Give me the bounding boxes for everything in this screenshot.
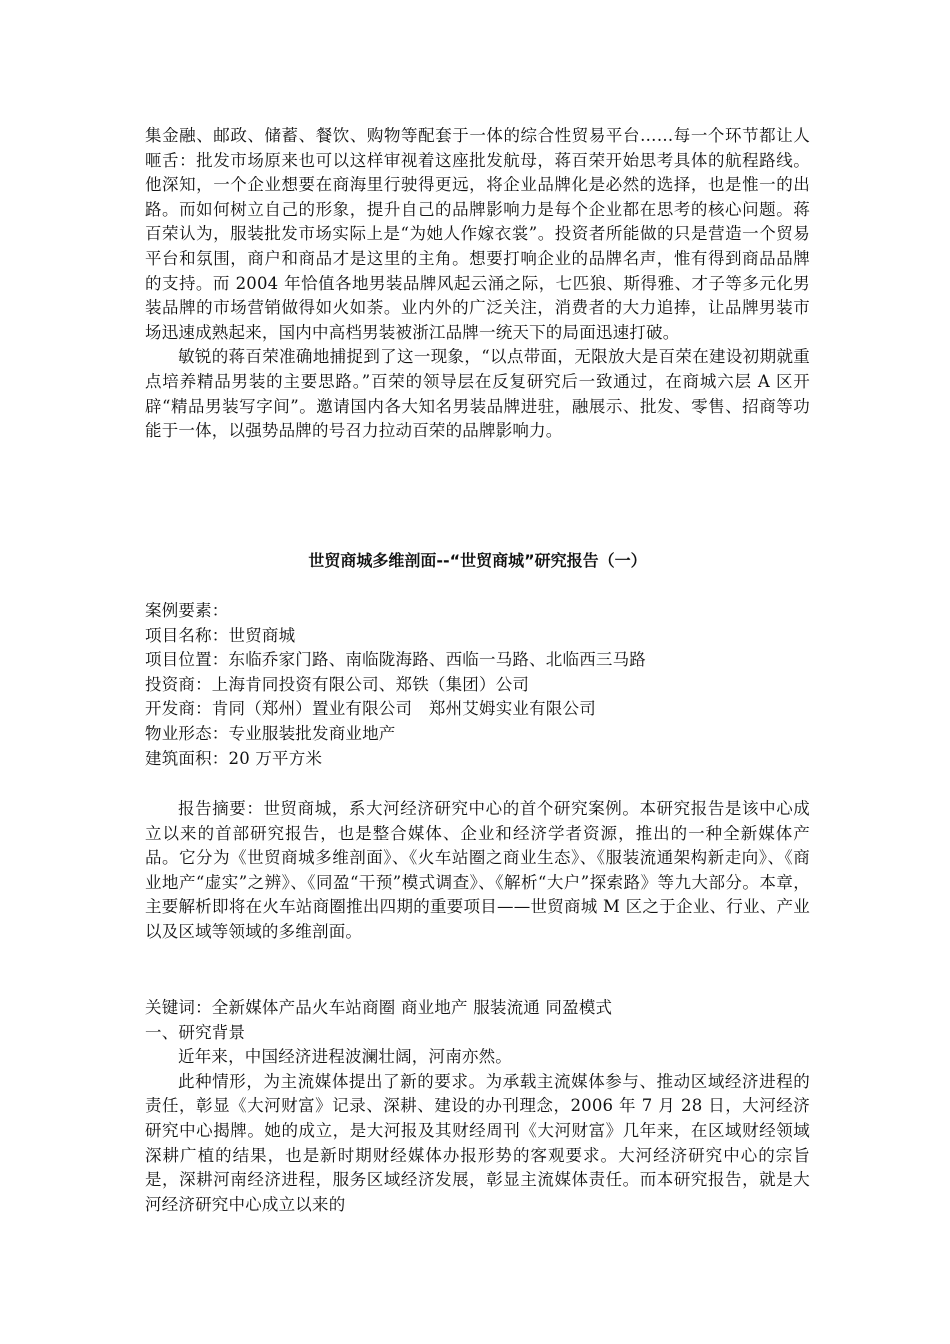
case-item-property-type: 物业形态：专业服装批发商业地产 bbox=[145, 723, 396, 743]
intro-paragraph-2: 敏锐的蒋百荣准确地捕捉到了这一现象，“以点带面，无限放大是百荣在建设初期就重点培养精品男装的主要思路。”百荣的领导层在反复研究后一致通过，在商城六层 A 区开辟“精品男装写字间”。邀请国内各大知名男装品牌进驻，融展示、批发、零售、招商等功能于一体，以强势品牌的号召力拉动百荣的品牌影响力。 bbox=[145, 347, 810, 441]
case-item-location: 项目位置：东临乔家门路、南临陇海路、西临一马路、北临西三马路 bbox=[145, 650, 646, 670]
case-elements bbox=[145, 599, 810, 771]
summary-section bbox=[145, 797, 810, 945]
section-1-heading: 一、研究背景 bbox=[145, 1022, 246, 1042]
case-heading: 案例要素： bbox=[145, 601, 229, 620]
case-item-investor: 投资商：上海肯同投资有限公司、郑铁（集团）公司 bbox=[145, 674, 530, 694]
background-paragraph-2: 此种情形，为主流媒体提出了新的要求。为承载主流媒体参与、推动区域经济进程的责任，彰显《大河财富》记录、深耕、建设的办刊理念，2006 年 7 月 28 日，大河经济研究中心揭牌。她的成立，是大河报及其财经周刊《大河财富》几年来，在区域财经领域深耕广植的结果，也是新时期财经媒体办报形势的客观要求。大河经济研究中心的宗旨是，深耕河南经济进程，服务区域经济发展，彰显主流媒体责任。而本研究报告，就是大河经济研究中心成立以来的 bbox=[145, 1071, 810, 1214]
background-paragraph-1: 近年来，中国经济进程波澜壮阔，河南亦然。 bbox=[178, 1047, 512, 1067]
intro-paragraph-1: 集金融、邮政、储蓄、餐饮、购物等配套于一体的综合性贸易平台……每一个环节都让人咂舌：批发市场原来也可以这样审视着这座批发航母，蒋百荣开始思考具体的航程路线。他深知，一个企业想要在商海里行驶得更远，将企业品牌化是必然的选择，也是惟一的出路。而如何树立自己的形象，提升自己的品牌影响力是每个企业都在思考的核心问题。蒋百荣认为，服装批发市场实际上是“为她人作嫁衣裳”。投资者所能做的只是营造一个贸易平台和氛围，商户和商品才是这里的主角。想要打响企业的品牌名声，惟有得到商品品牌的支持。而 2004 年恰值各地男装品牌风起云涌之际，七匹狼、斯得雅、才子等多元化男装品牌的市场营销做得如火如荼。业内外的广泛关注，消费者的大力追捧，让品牌男装市场迅速成熟起来，国内中高档男装被浙江品牌一统天下的局面迅速打破。 bbox=[145, 126, 810, 342]
summary-paragraph: 报告摘要：世贸商城，系大河经济研究中心的首个研究案例。本研究报告是该中心成立以来的首部研究报告，也是整合媒体、企业和经济学者资源，推出的一种全新媒体产品。它分为《世贸商城多维剖面》、《火车站圈之商业生态》、《服装流通架构新走向》、《商业地产“虚实”之辨》、《同盈“干预”模式调查》、《解析“大户”探索路》等九大部分。本章，主要解析即将在火车站商圈推出四期的重要项目——世贸商城 M 区之于企业、行业、产业以及区域等领域的多维剖面。 bbox=[145, 799, 810, 941]
background-section bbox=[145, 996, 810, 1217]
intro-section bbox=[145, 124, 810, 444]
case-item-floor-area: 建筑面积：20 万平方米 bbox=[145, 748, 323, 768]
keywords-line: 关键词：全新媒体产品火车站商圈 商业地产 服装流通 同盈模式 bbox=[145, 998, 613, 1017]
case-item-developer: 开发商：肯同（郑州）置业有限公司 郑州艾姆实业有限公司 bbox=[145, 699, 596, 719]
section-title: 世贸商城多维剖面--“世贸商城”研究报告（一） bbox=[308, 551, 647, 570]
case-item-name: 项目名称：世贸商城 bbox=[145, 625, 296, 645]
